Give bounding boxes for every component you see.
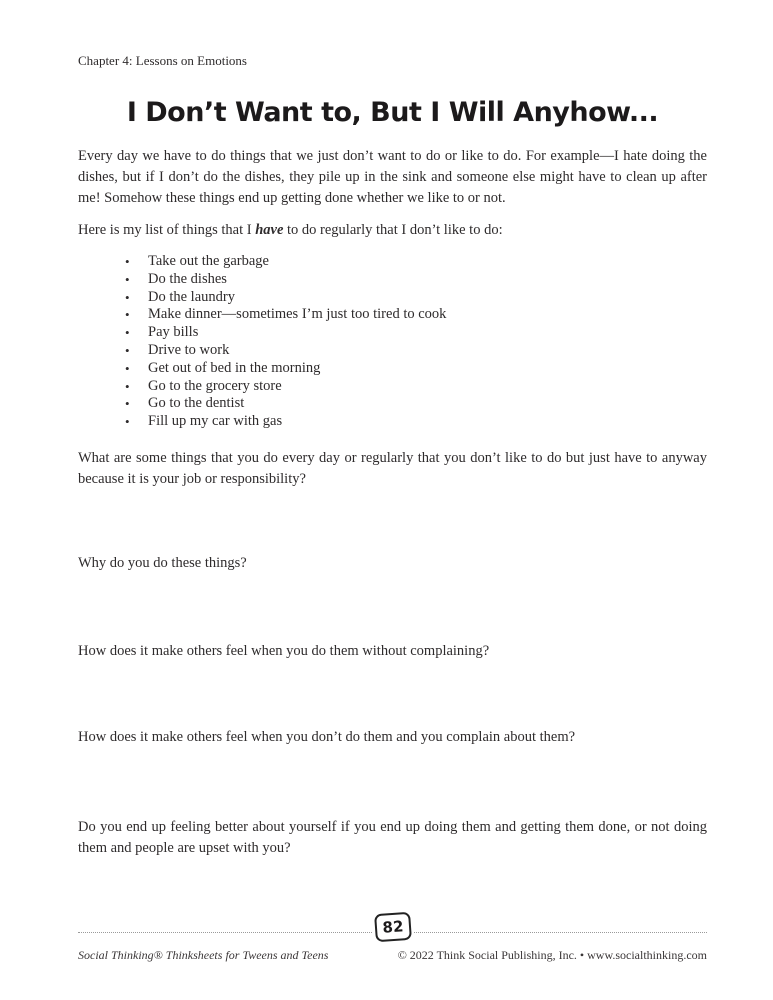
list-item [125,395,707,413]
chapter-header: Chapter 4: Lessons on Emotions [78,53,247,68]
list-item-text: Go to the dentist [148,395,245,412]
list-item-text: Fill up my car with gas [148,413,283,430]
list-item-text: Take out the garbage [148,253,269,269]
list-item [125,342,707,360]
question-feel-better: Do you end up feeling better about yourself if you end up doing them and getting them done, or not doing them and people are upset with you? [78,818,707,856]
list-intro-after: to do regularly that I don’t like to do: [283,222,503,238]
footer-copyright: © 2022 Think Social Publishing, Inc. • www.socialthinking.com [397,948,707,962]
bullet-icon: • [125,414,130,430]
footer-book-title: Social Thinking® Thinksheets for Tweens and Teens [78,948,329,962]
question-others-feel-no-complaint: How does it make others feel when you do them without complaining? [78,642,490,659]
question-why: Why do you do these things? [78,554,247,571]
page-content [78,0,707,859]
page-number-badge: 82 [374,912,412,942]
bullet-icon: • [125,360,130,376]
list-item [125,306,707,324]
list-item [125,378,707,396]
bullet-icon: • [125,307,130,323]
page-title: I Don’t Want to, But I Will Anyhow... [126,97,659,128]
chore-list [78,253,707,431]
list-item [125,360,707,378]
dotted-divider-left [78,932,372,933]
bullet-icon: • [125,325,130,341]
list-intro-emphasis: have [255,222,284,238]
list-item-text: Get out of bed in the morning [148,359,321,376]
bullet-icon: • [125,342,130,358]
list-item-text: Make dinner—sometimes I’m just too tired to cook [148,306,447,323]
list-item [125,324,707,342]
bullet-icon: • [125,271,130,287]
page-footer [78,908,707,963]
question-others-feel-complain: How does it make others feel when you don’t do them and you complain about them? [78,728,576,745]
footer-credits [78,948,707,963]
bullet-icon: • [125,254,130,269]
list-item [125,253,707,271]
list-item-text: Do the laundry [148,288,235,305]
list-item-text: Do the dishes [148,270,227,287]
list-item-text: Drive to work [148,341,230,358]
list-item [125,413,707,431]
list-intro-before: Here is my list of things that I [78,222,256,238]
list-item [125,289,707,307]
list-item [125,271,707,289]
list-intro [78,220,707,241]
bullet-icon: • [125,289,130,305]
list-item-text: Pay bills [148,324,199,341]
intro-paragraph: Every day we have to do things that we just don’t want to do or like to do. For example—I hate doing the dishes, but if I don’t do the dishes, they pile up in the sink and someone else might have to clean up after me! Somehow these things end up getting done whether we like to or not. [78,148,707,206]
question-responsibility: What are some things that you do every day or regularly that you don’t like to do but just have to anyway because it is your job or responsibility? [78,449,707,487]
list-item-text: Go to the grocery store [148,377,282,394]
footer-rule [78,913,707,941]
bullet-icon: • [125,396,130,412]
bullet-icon: • [125,378,130,394]
dotted-divider-right [414,932,708,933]
